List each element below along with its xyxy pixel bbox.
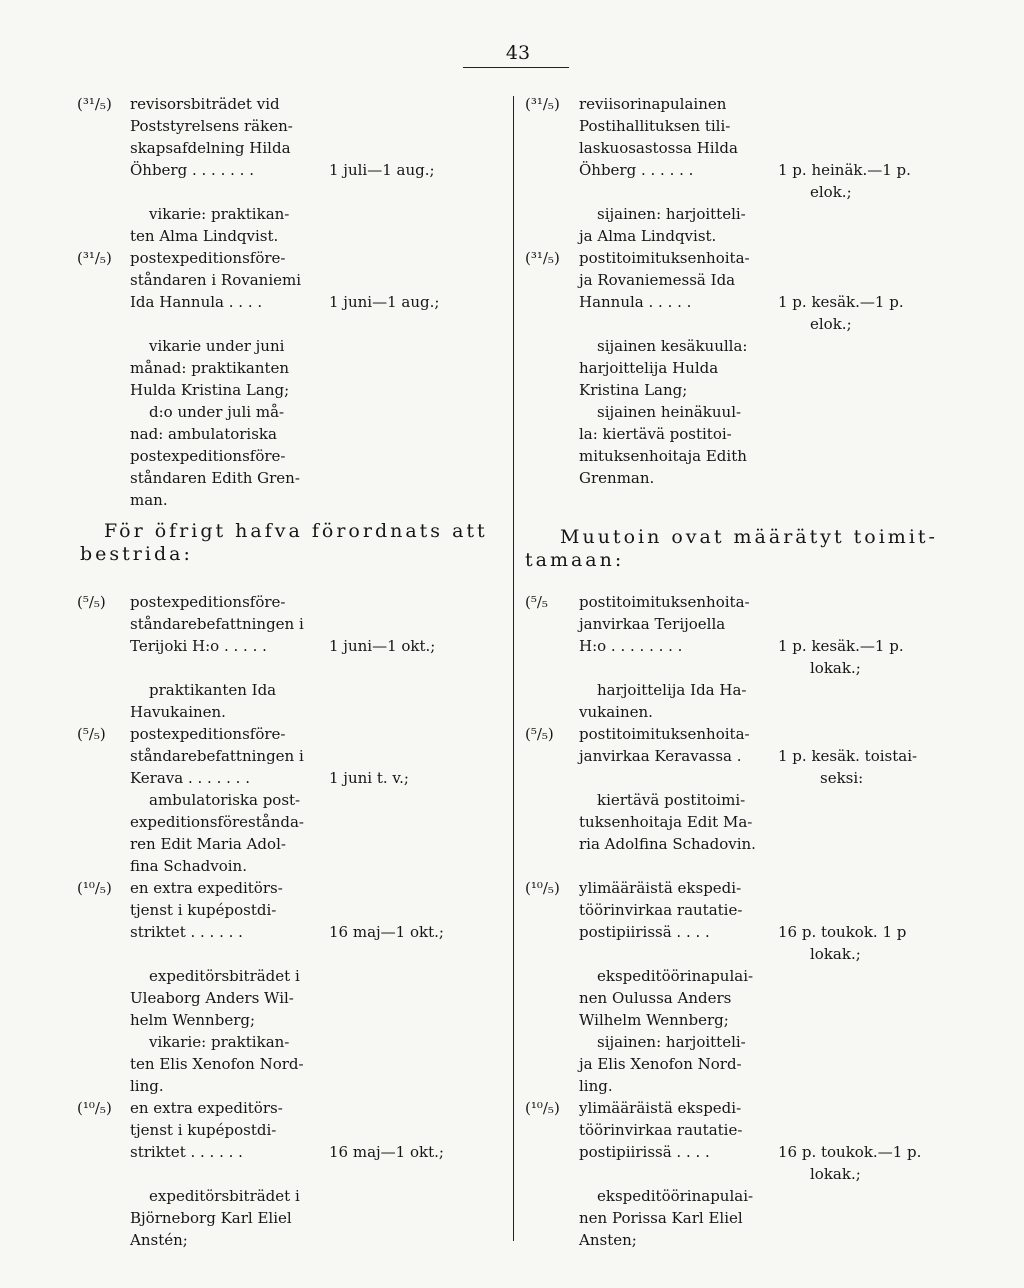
right-line-text: ja Alma Lindqvist. [579,227,717,245]
right-line-text: Postihallituksen tili- [579,117,731,135]
left-line-text: Hulda Kristina Lang; [130,381,290,399]
right-line-text: postitoimituksenhoita- [579,593,750,611]
left-line-num: (⁵/₅) [77,725,106,743]
right-line-num: (³¹/₅) [525,249,560,267]
left-line-text: Öhberg . . . . . . . [130,161,254,179]
left-line-ind: expeditörsbiträdet i [149,1187,300,1205]
right-line-text: nen Porissa Karl Eliel [579,1209,743,1227]
right-line-ind: harjoittelija Ida Ha- [597,681,747,699]
left-line-text: tjenst i kupépostdi- [130,901,277,919]
page-number: 43 [505,42,531,64]
right-line-ind: sijainen: harjoitteli- [597,205,746,223]
right-line-text: Wilhelm Wennberg; [579,1011,729,1029]
right-line-text: mituksenhoitaja Edith [579,447,747,465]
right-line-text: ja Elis Xenofon Nord- [579,1055,742,1073]
right-line-text: Öhberg . . . . . . [579,161,694,179]
left-line-text: striktet . . . . . . [130,1143,243,1161]
left-line-text: en extra expeditörs- [130,879,283,897]
left-line-text: månad: praktikanten [130,359,290,377]
left-line-text: ståndaren i Rovaniemi [130,271,302,289]
right-line-text: H:o . . . . . . . . [579,637,683,655]
right-line-text: janvirkaa Terijoella [579,615,726,633]
right-line-date: 1 p. heinäk.—1 p. [778,161,911,179]
right-line-ind: ekspeditöörinapulai- [597,967,754,985]
left-line-text: Terijoki H:o . . . . . [130,637,267,655]
left-line-text: tjenst i kupépostdi- [130,1121,277,1139]
left-line-text: postexpeditionsföre- [130,725,286,743]
left-line-num: (⁵/₅) [77,593,106,611]
left-line-date: 1 juli—1 aug.; [329,161,435,179]
right-line-text: tuksenhoitaja Edit Ma- [579,813,753,831]
right-line-num: (³¹/₅) [525,95,560,113]
left-line-text: skapsafdelning Hilda [130,139,291,157]
heading-left-line1: För öfrigt hafva förordnats att [104,520,488,542]
left-line-text: Havukainen. [130,703,226,721]
left-line-text: ståndarebefattningen i [130,615,304,633]
page-number-rule [463,67,569,68]
right-line-text: postipiirissä . . . . [579,1143,710,1161]
right-line-text: reviisorinapulainen [579,95,727,113]
right-line-text: Ansten; [579,1231,637,1249]
left-line-ind: vikarie: praktikan- [149,205,290,223]
left-line-ind: d:o under juli må- [149,403,285,421]
left-line-ind: expeditörsbiträdet i [149,967,300,985]
right-line-text: nen Oulussa Anders [579,989,732,1007]
right-line-text: postitoimituksenhoita- [579,725,750,743]
right-line-ind: sijainen: harjoitteli- [597,1033,746,1051]
right-line-text: vukainen. [579,703,653,721]
left-line-text: striktet . . . . . . [130,923,243,941]
right-line-date: 16 p. toukok.—1 p. [778,1143,922,1161]
heading-right-line1: Muutoin ovat määrätyt toimit- [560,526,938,548]
right-line-text: töörinvirkaa rautatie- [579,901,743,919]
right-line-ind: kiertävä postitoimi- [597,791,746,809]
right-line-text: harjoittelija Hulda [579,359,719,377]
left-line-date: 1 juni t. v.; [329,769,409,787]
left-line-date: 16 maj—1 okt.; [329,923,444,941]
right-line-text: töörinvirkaa rautatie- [579,1121,743,1139]
left-line-date: 1 juni—1 okt.; [329,637,436,655]
left-line-text: Ida Hannula . . . . [130,293,263,311]
right-line-text: ylimääräistä ekspedi- [579,879,742,897]
left-line-text: Uleaborg Anders Wil- [130,989,294,1007]
right-line-text: Kristina Lang; [579,381,688,399]
right-line-text: janvirkaa Keravassa . [579,747,742,765]
right-line-text: ja Rovaniemessä Ida [579,271,736,289]
left-line-text: fina Schadvoin. [130,857,247,875]
left-line-text: nad: ambulatoriska [130,425,277,443]
right-line-date2: lokak.; [810,1165,861,1183]
right-line-num: (¹⁰/₅) [525,879,560,897]
right-line-text: Grenman. [579,469,655,487]
left-line-text: man. [130,491,168,509]
left-line-text: ten Elis Xenofon Nord- [130,1055,304,1073]
right-line-date: 1 p. kesäk.—1 p. [778,637,904,655]
right-line-date: 16 p. toukok. 1 p [778,923,907,941]
right-line-date2: elok.; [810,183,852,201]
right-line-text: ling. [579,1077,613,1095]
left-line-text: Anstén; [130,1231,188,1249]
left-line-ind: vikarie under juni [149,337,285,355]
heading-left-line2: bestrida: [80,543,193,565]
left-line-date: 1 juni—1 aug.; [329,293,440,311]
right-line-ind: ekspeditöörinapulai- [597,1187,754,1205]
right-line-date: 1 p. kesäk. toistai- [778,747,918,765]
right-line-text: postitoimituksenhoita- [579,249,750,267]
right-line-num: (¹⁰/₅) [525,1099,560,1117]
right-line-date2: elok.; [810,315,852,333]
left-line-text: ling. [130,1077,164,1095]
column-divider [513,96,514,1241]
right-line-date: 1 p. kesäk.—1 p. [778,293,904,311]
left-line-num: (¹⁰/₅) [77,879,112,897]
left-line-text: ståndaren Edith Gren- [130,469,300,487]
left-line-text: Kerava . . . . . . . [130,769,250,787]
right-line-ind: sijainen heinäkuul- [597,403,742,421]
right-line-date2: lokak.; [810,659,861,677]
left-line-text: postexpeditionsföre- [130,249,286,267]
left-line-text: postexpeditionsföre- [130,447,286,465]
right-line-text: laskuosastossa Hilda [579,139,738,157]
right-line-text: Hannula . . . . . [579,293,692,311]
left-line-text: revisorsbiträdet vid [130,95,280,113]
right-line-date2: lokak.; [810,945,861,963]
right-line-text: postipiirissä . . . . [579,923,710,941]
left-line-text: postexpeditionsföre- [130,593,286,611]
right-line-text: ylimääräistä ekspedi- [579,1099,742,1117]
left-line-text: Björneborg Karl Eliel [130,1209,292,1227]
left-line-num: (³¹/₅) [77,249,112,267]
left-line-text: ståndarebefattningen i [130,747,304,765]
heading-right-line2: tamaan: [525,549,625,571]
right-line-num: (⁵/₅) [525,725,554,743]
right-line-date3: seksi: [820,769,864,787]
left-line-num: (³¹/₅) [77,95,112,113]
left-line-text: expeditionsförestånda- [130,813,305,831]
right-line-num: (⁵/₅ [525,593,548,611]
left-line-ind: praktikanten Ida [149,681,277,699]
left-line-text: en extra expeditörs- [130,1099,283,1117]
left-line-ind: vikarie: praktikan- [149,1033,290,1051]
left-line-text: Poststyrelsens räken- [130,117,293,135]
left-line-text: ren Edit Maria Adol- [130,835,286,853]
right-line-text: ria Adolfina Schadovin. [579,835,756,853]
left-line-text: helm Wennberg; [130,1011,256,1029]
right-line-text: la: kiertävä postitoi- [579,425,732,443]
left-line-text: ten Alma Lindqvist. [130,227,279,245]
left-line-ind: ambulatoriska post- [149,791,301,809]
right-line-ind: sijainen kesäkuulla: [597,337,748,355]
left-line-num: (¹⁰/₅) [77,1099,112,1117]
left-line-date: 16 maj—1 okt.; [329,1143,444,1161]
